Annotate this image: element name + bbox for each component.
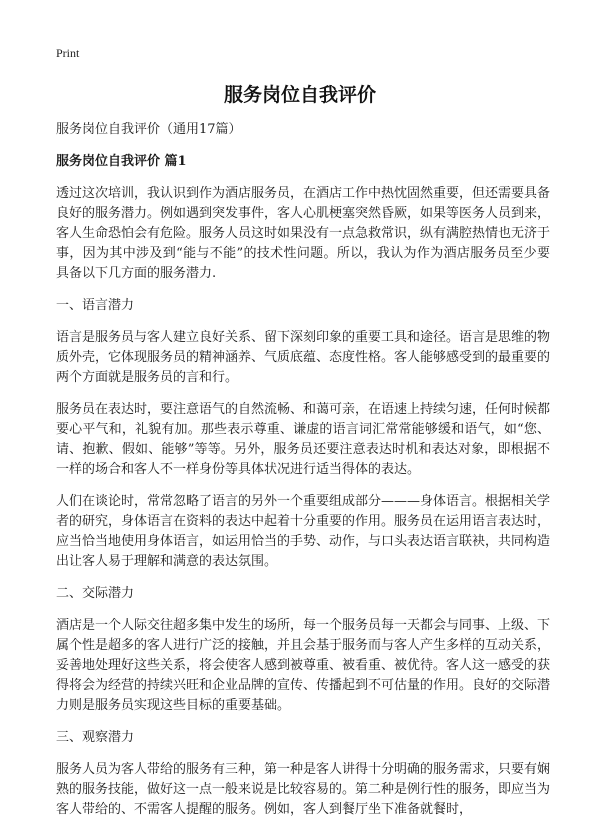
paragraph-language-2: 服务员在表达时，要注意语气的自然流畅、和蔼可亲，在语速上持续匀速，任何时候都要心平气和，礼貌有加。那些表示尊重、谦虚的语言词汇常常能够缓和语气，如“您、请、抱歉、假如、能够”等等。另外，服务员还要注意表达时机和表达对象，即根据不一样的场合和客人不一样身份等具体状况进行适当得体的表达。 — [56, 402, 551, 477]
page-title: 服务岗位自我评价 — [223, 84, 376, 106]
heading-language: 一、语言潜力 — [56, 298, 135, 313]
document-body — [56, 120, 550, 832]
paragraph-language-3: 人们在谈论时，常常忽略了语言的另外一个重要组成部分———身体语言。根据相关学者的研究，身体语言在资料的表达中起着十分重要的作用。服务员在运用语言表达时，应当恰当地使用身体语言，如运用恰当的手势、动作，与口头表达语言联袂，共同构造出让客人易于理解和满意的表达氛围。 — [56, 494, 551, 569]
print-link[interactable]: Print — [56, 46, 80, 60]
heading-social: 二、交际潜力 — [56, 586, 135, 601]
document-subtitle: 服务岗位自我评价（通用17篇） — [56, 122, 242, 137]
heading-observation: 三、观察潜力 — [56, 730, 135, 745]
paragraph-intro: 透过这次培训，我认识到作为酒店服务员，在酒店工作中热忱固然重要，但还需要具备良好的服务潜力。例如遇到突发事件，客人心肌梗塞突然昏厥，如果等医务人员到来，客人生命恐怕会有危险。服务人员这时如果没有一点急救常识，纵有满腔热情也无济于事，因为其中涉及到“能与不能”的技术性问题。所以，我认为作为酒店服务员至少要具备以下几方面的服务潜力. — [56, 186, 551, 281]
section-title: 服务岗位自我评价 篇1 — [56, 154, 187, 169]
paragraph-language-1: 语言是服务员与客人建立良好关系、留下深刻印象的重要工具和途径。语言是思维的物质外壳，它体现服务员的精神涵养、气质底蕴、态度性格。客人能够感受到的最重要的两个方面就是服务员的言和行。 — [56, 330, 551, 385]
paragraph-social: 酒店是一个人际交往超多集中发生的场所，每一个服务员每一天都会与同事、上级、下属个性是超多的客人进行广泛的接触，并且会基于服务而与客人产生多样的互动关系，妥善地处理好这些关系，将会使客人感到被尊重、被看重、被优待。客人这一感受的获得将会为经营的持续兴旺和企业品牌的宣传、传播起到不可估量的作用。良好的交际潜力则是服务员实现这些目标的重要基础。 — [56, 618, 551, 713]
paragraph-observation: 服务人员为客人带给的服务有三种，第一种是客人讲得十分明确的服务需求，只要有娴熟的服务技能，做好这一点一般来说是比较容易的。第二种是例行性的服务，即应当为客人带给的、不需客人提醒的服务。例如，客人到餐厅坐下准备就餐时， — [56, 762, 551, 817]
